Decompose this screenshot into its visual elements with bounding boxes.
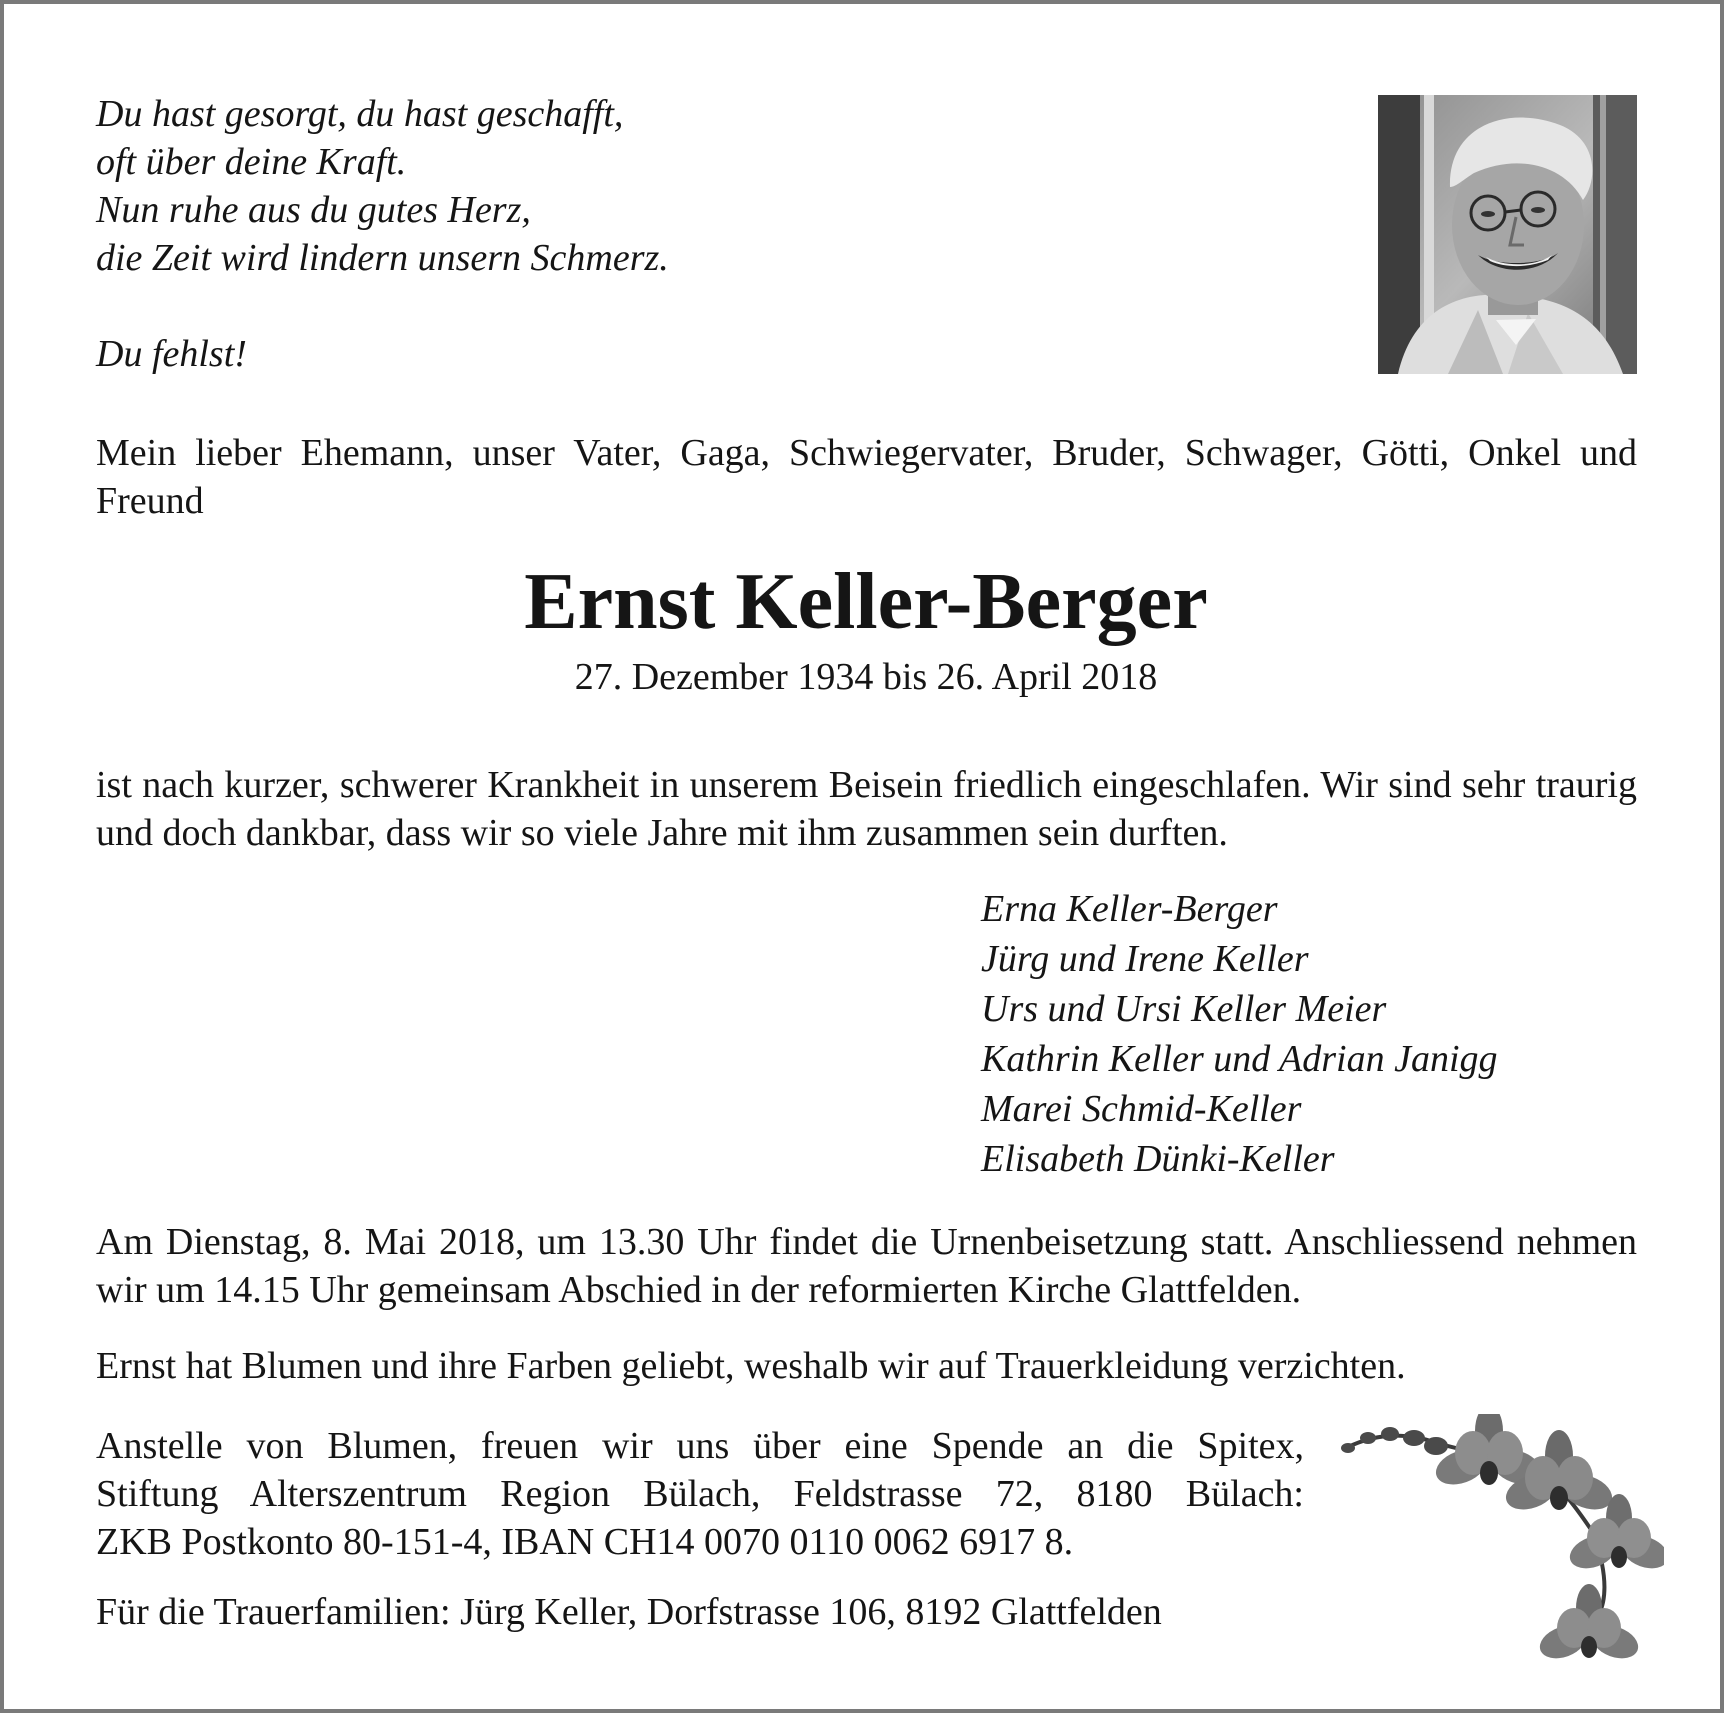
poem-line: die Zeit wird lindern unsern Schmerz.: [96, 237, 669, 279]
life-dates: 27. Dezember 1934 bis 26. April 2018: [574, 656, 1158, 698]
mourner-name: Marei Schmid-Keller: [981, 1088, 1302, 1130]
donation-line: ZKB Postkonto 80-151-4, IBAN CH14 0070 0110 0062 6917 8.: [96, 1521, 1074, 1563]
mourner-name: Urs und Ursi Keller Meier: [981, 988, 1387, 1030]
donation-line: Anstelle von Blumen, freuen wir uns über eine Spende an die Spitex,: [96, 1425, 1304, 1467]
poem-line: oft über deine Kraft.: [96, 141, 407, 183]
mourners-list: [981, 884, 1498, 1184]
deceased-name: Ernst Keller-Berger: [524, 558, 1208, 646]
poem-line: Du hast gesorgt, du hast geschafft,: [96, 93, 624, 135]
mourner-name: Erna Keller-Berger: [981, 888, 1278, 930]
orchid-flower-icon: [1334, 1414, 1664, 1684]
poem-closing: Du fehlst!: [96, 333, 247, 375]
memorial-poem: [96, 90, 856, 282]
donation-line: Stiftung Alterszentrum Region Bülach, Feldstrasse 72, 8180 Bülach:: [96, 1473, 1304, 1515]
mourner-name: Elisabeth Dünki-Keller: [981, 1138, 1335, 1180]
portrait-photo: [1378, 95, 1637, 374]
poem-line: Nun ruhe aus du gutes Herz,: [96, 189, 531, 231]
intro-text: Mein lieber Ehemann, unser Vater, Gaga, Schwiegervater, Bruder, Schwager, Götti, Onkel und Freund: [96, 432, 1637, 522]
flowers-note: Ernst hat Blumen und ihre Farben geliebt, weshalb wir auf Trauerkleidung verzichten.: [96, 1345, 1406, 1387]
announcement-text: ist nach kurzer, schwerer Krankheit in unserem Beisein friedlich eingeschlafen. Wir sind sehr traurig und doch dankbar, dass wir so viele Jahre mit ihm zusammen sein durften.: [96, 764, 1637, 854]
mourner-name: Jürg und Irene Keller: [981, 938, 1309, 980]
family-contact: Für die Trauerfamilien: Jürg Keller, Dorfstrasse 106, 8192 Glattfelden: [96, 1591, 1162, 1633]
ceremony-info: Am Dienstag, 8. Mai 2018, um 13.30 Uhr findet die Urnenbeisetzung statt. Anschliessend nehmen wir um 14.15 Uhr gemeinsam Abschied in der reformierten Kirche Glattfelden.: [96, 1221, 1637, 1311]
mourner-name: Kathrin Keller und Adrian Janigg: [981, 1038, 1498, 1080]
donation-info: [96, 1422, 1304, 1566]
